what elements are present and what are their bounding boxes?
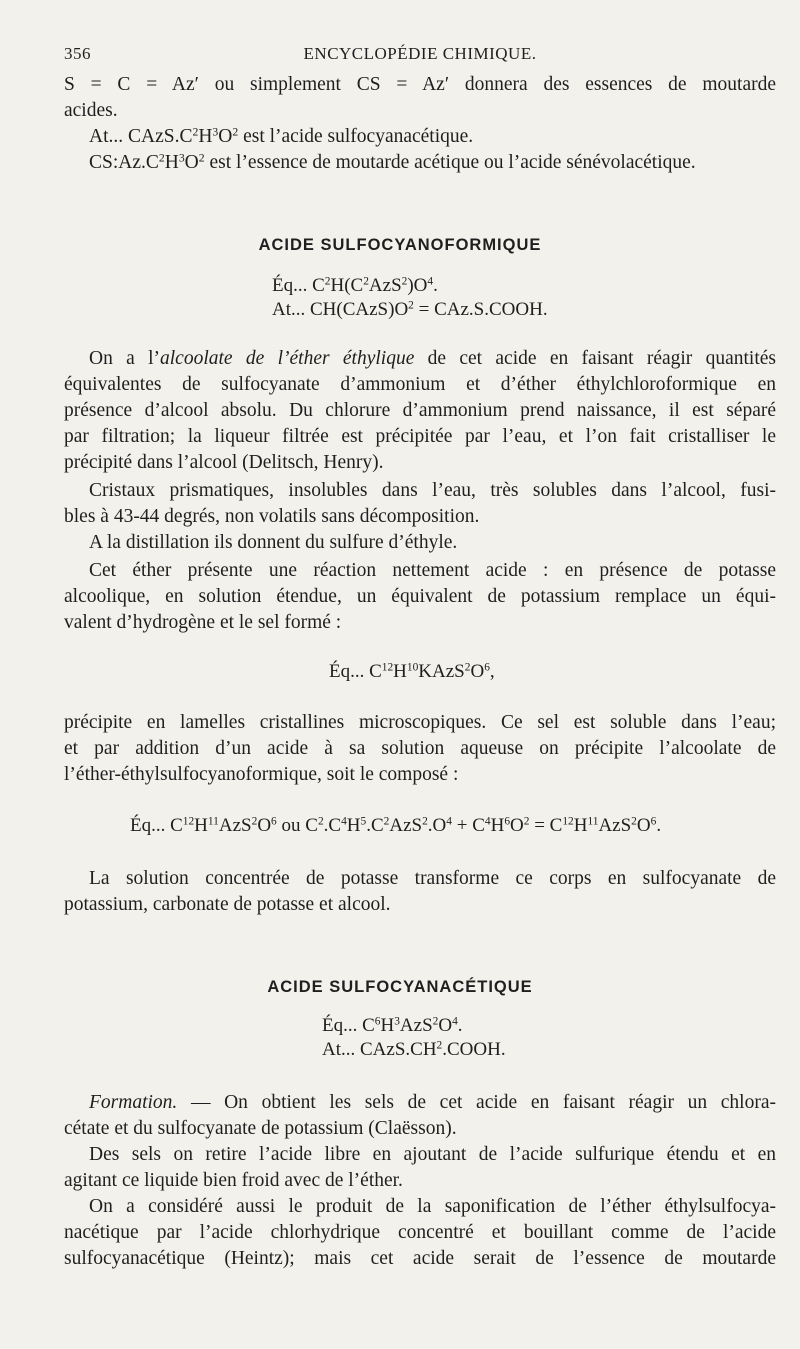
text-line: précipité dans l’alcool (Delitsch, Henry). [64, 452, 384, 473]
running-title: ENCYCLOPÉDIE CHIMIQUE. [303, 44, 537, 63]
equivalent-formula: Éq... $C^2H(C^2AzS^2)O^4$. [272, 275, 438, 296]
section-title: ACIDE SULFOCYANOFORMIQUE [258, 236, 542, 254]
atomic-formula: At... $CAzS.CH^2.COOH$. [322, 1039, 506, 1060]
text-line: Cristaux prismatiques, insolubles dans l’eau, très solubles dans l’alcool, fusi- [89, 480, 776, 501]
compound-formula: Éq... $C^{12}H^{11}AzS^2O^6$ ou $C^2.C^4H^5.C^2AzS^2.O^4 + C^4H^6O^2 = C^{12}H^{11}AzS^2O^6$. [130, 815, 662, 836]
text-line: agitant ce liquide bien froid avec de l’éther. [64, 1170, 403, 1191]
atomic-formula: At... $CH(CAzS)O^2$ = CAz.S.COOH. [272, 299, 548, 320]
text-line: bles à 43-44 degrés, non volatils sans décomposition. [64, 506, 480, 527]
text-line: alcoolique, en solution étendue, un équivalent de potassium remplace un équi- [64, 586, 776, 607]
text-line: $CS:Az.C^2H^3O^2$ est l’essence de moutarde acétique ou l’acide sénévolacétique. [89, 151, 696, 173]
text-line: acides. [64, 100, 118, 121]
text-line: cétate et du sulfocyanate de potassium (Claësson). [64, 1118, 457, 1139]
text-line: par filtration; la liqueur filtrée est précipitée par l’eau, et l’on fait cristalliser le [64, 426, 776, 447]
text-line: A la distillation ils donnent du sulfure d’éthyle. [89, 532, 458, 553]
text-line: S = C = Az′ ou simplement CS = Az′ donnera des essences de moutarde [64, 74, 776, 95]
text-line: nacétique par l’acide chlorhydrique concentré et bouillant comme de l’acide [64, 1222, 776, 1243]
text-line: At... $CAzS.C^2H^3O^2$ est l’acide sulfocyanacétique. [89, 125, 474, 147]
text-line: équivalentes de sulfocyanate d’ammonium et d’éther éthylchloroformique en [64, 374, 776, 395]
page-number: 356 [64, 44, 91, 63]
text-line: l’éther-éthylsulfocyanoformique, soit le composé : [64, 764, 459, 785]
text-line: Cet éther présente une réaction nettement acide : en présence de potasse [89, 560, 776, 581]
text-line: valent d’hydrogène et le sel formé : [64, 612, 342, 633]
salt-formula: Éq... $C^{12}H^{10}KAzS^2O^6$, [329, 661, 495, 682]
text-line: et par addition d’un acide à sa solution aqueuse on précipite l’alcoolate de [64, 738, 776, 759]
equivalent-formula: Éq... $C^6H^3AzS^2O^4$. [322, 1015, 463, 1036]
text-line: Des sels on retire l’acide libre en ajoutant de l’acide sulfurique étendu et en [89, 1144, 776, 1165]
text-line: Formation. — On obtient les sels de cet acide en faisant réagir un chlora- [89, 1092, 776, 1113]
section-title: ACIDE SULFOCYANACÉTIQUE [267, 978, 533, 996]
text-line: précipite en lamelles cristallines microscopiques. Ce sel est soluble dans l’eau; [64, 712, 776, 733]
text-line: sulfocyanacétique (Heintz); mais cet acide serait de l’essence de moutarde [64, 1248, 776, 1269]
text-line: On a considéré aussi le produit de la saponification de l’éther éthylsulfocya- [89, 1196, 776, 1217]
text-line: On a l’alcoolate de l’éther éthylique de cet acide en faisant réagir quantités [89, 348, 777, 369]
text-line: potassium, carbonate de potasse et alcool. [64, 894, 391, 915]
text-line: présence d’alcool absolu. Du chlorure d’ammonium prend naissance, il est séparé [64, 400, 776, 421]
running-header [64, 40, 776, 68]
text-line: La solution concentrée de potasse transforme ce corps en sulfocyanate de [89, 868, 776, 889]
